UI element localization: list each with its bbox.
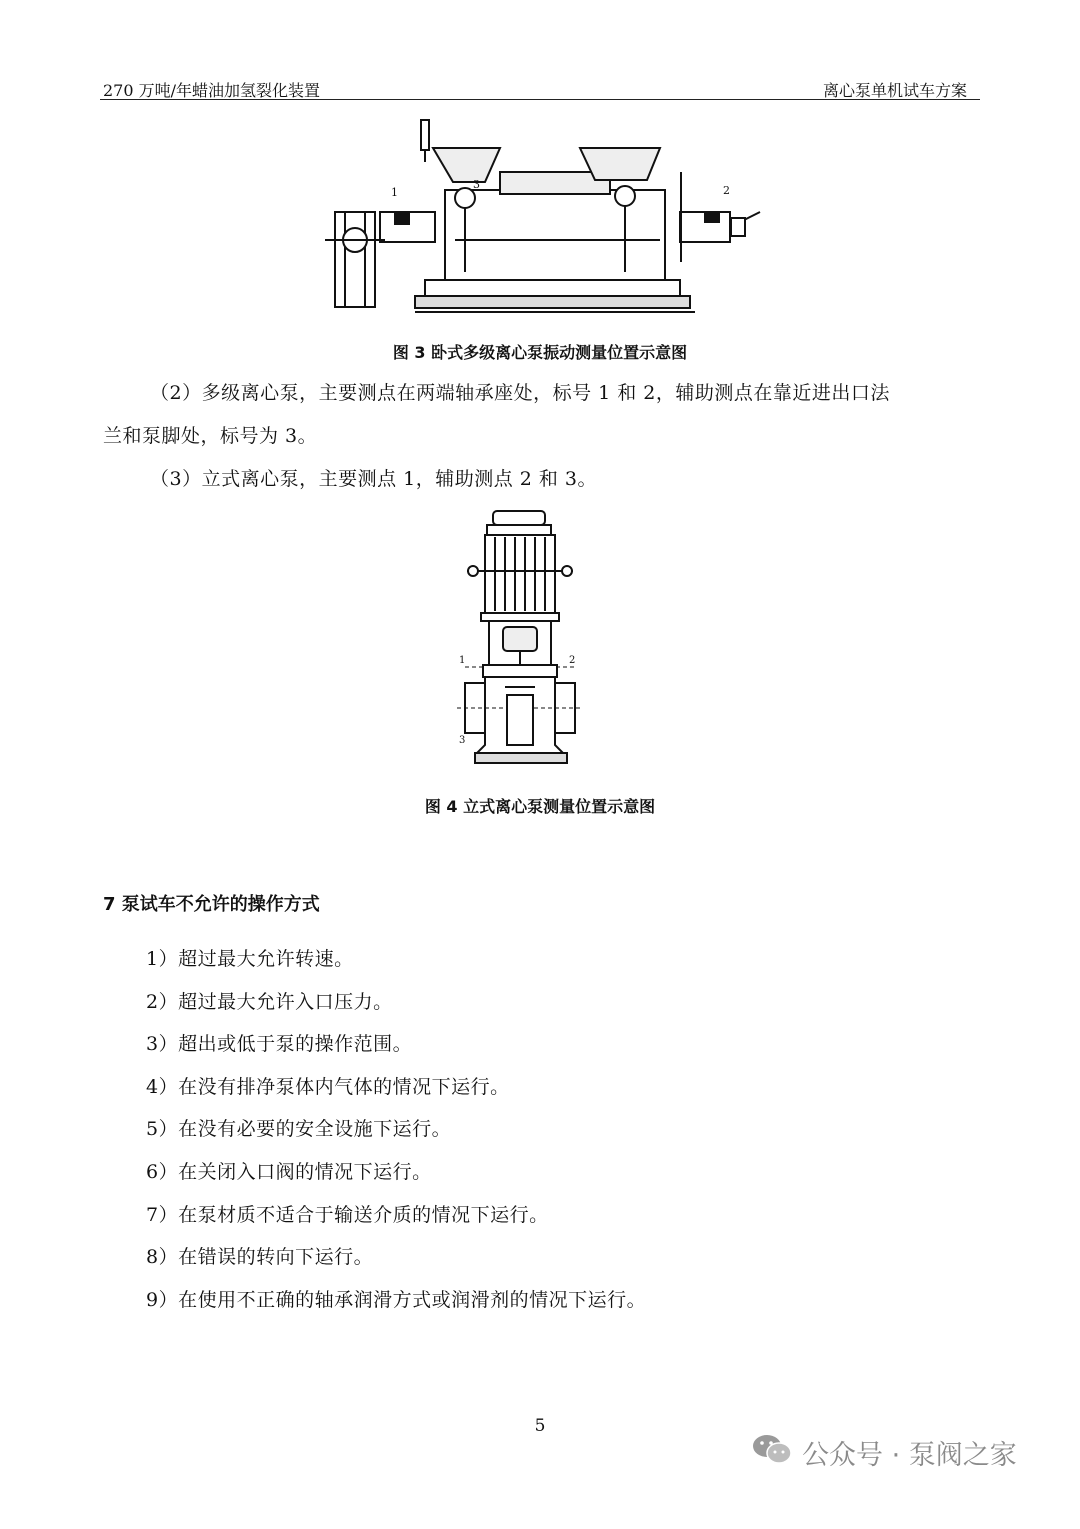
figure-4-label-2: 2 — [569, 655, 576, 666]
paragraph-multistage-line-2: 兰和泵脚处，标号为 3。 — [103, 425, 318, 447]
page-header-right: 离心泵单机试车方案 — [822, 81, 967, 100]
figure-3-label-2: 2 — [723, 184, 730, 197]
list-item: 8）在错误的转向下运行。 — [146, 1246, 374, 1269]
figure-3-horizontal-pump-drawing — [325, 112, 765, 322]
figure-3-caption: 图 3 卧式多级离心泵振动测量位置示意图 — [392, 343, 688, 362]
figure-3-label-1: 1 — [391, 186, 398, 199]
list-item: 9）在使用不正确的轴承润滑方式或润滑剂的情况下运行。 — [146, 1288, 647, 1311]
list-item: 4）在没有排净泵体内气体的情况下运行。 — [146, 1075, 510, 1098]
figure-3-label-3: 3 — [473, 178, 480, 191]
list-item: 7）在泵材质不适合于输送介质的情况下运行。 — [146, 1203, 549, 1226]
list-item: 1）超过最大允许转速。 — [146, 948, 354, 970]
watermark-text: 公众号 · 泵阀之家 — [802, 1439, 1017, 1471]
list-item: 3）超出或低于泵的操作范围。 — [146, 1033, 413, 1056]
prohibited-operations-list — [146, 938, 646, 1321]
list-item: 2）超过最大允许入口压力。 — [146, 990, 393, 1013]
watermark — [752, 1427, 1017, 1477]
list-item: 5）在没有必要的安全设施下运行。 — [146, 1118, 452, 1141]
wechat-icon — [752, 1432, 792, 1473]
figure-4-caption: 图 4 立式离心泵测量位置示意图 — [424, 797, 656, 816]
paragraph-vertical-pump: （3）立式离心泵，主要测点 1，辅助测点 2 和 3。 — [150, 468, 598, 490]
header-rule — [100, 99, 980, 100]
page-header-left: 270 万吨/年蜡油加氢裂化装置 — [103, 81, 321, 100]
figure-4-label-3: 3 — [459, 735, 466, 746]
figure-4-label-1: 1 — [459, 655, 466, 666]
figure-4-vertical-pump-drawing — [455, 505, 585, 775]
paragraph-multistage-line-1: （2）多级离心泵，主要测点在两端轴承座处，标号 1 和 2，辅助测点在靠近进出口法 — [150, 382, 890, 404]
page-number: 5 — [534, 1416, 546, 1436]
list-item: 6）在关闭入口阀的情况下运行。 — [146, 1160, 432, 1183]
section-heading: 7 泵试车不允许的操作方式 — [103, 894, 320, 915]
